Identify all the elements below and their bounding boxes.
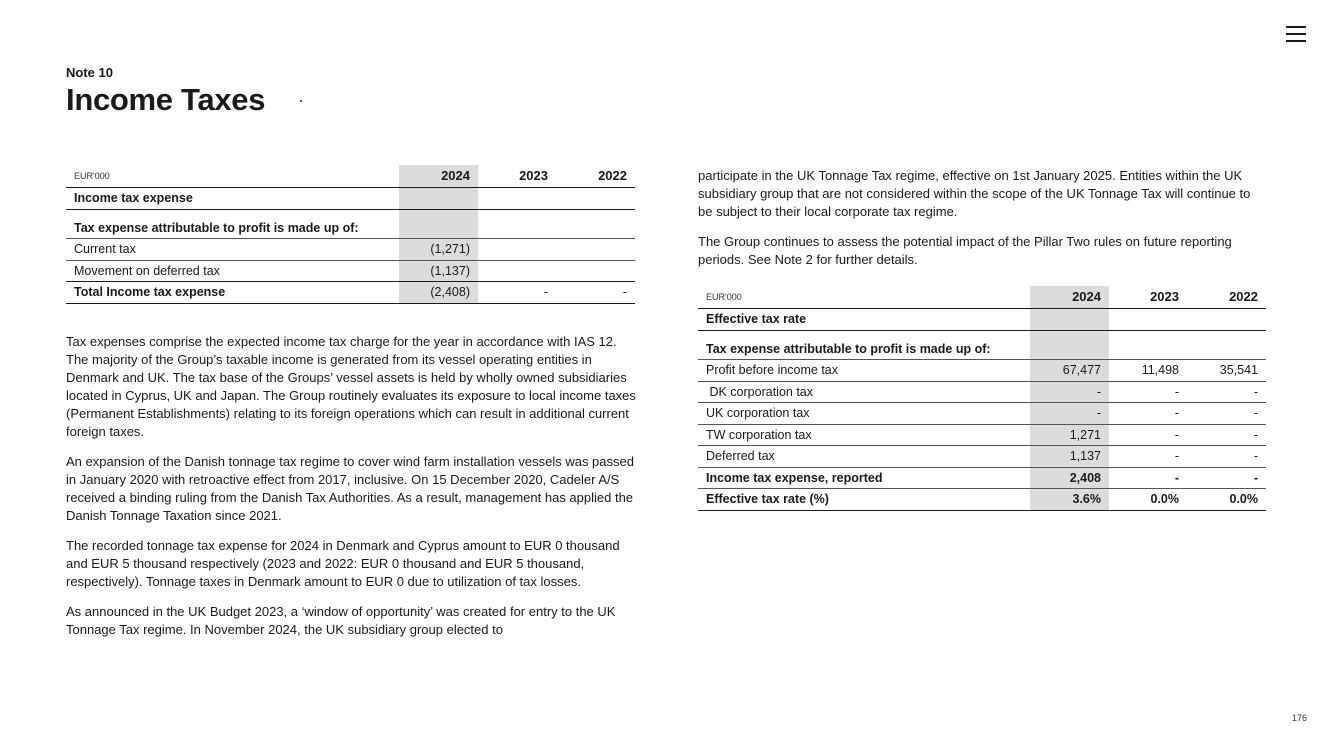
cell-2023 — [478, 239, 556, 261]
paragraph: An expansion of the Danish tonnage tax regime to cover wind farm installation vessels was passed in January 2020 with retroactive effect from 2017, inclusive. On 15 December 2020, Cadeler A/S received a binding ruling from the Danish Tax Authorities. As a result, management has applied the Danish Tonnage Taxation since 2021. — [66, 454, 634, 523]
cell-2022: - — [1187, 467, 1266, 489]
row-label: Effective tax rate (%) — [698, 489, 1030, 511]
table-row — [698, 339, 1266, 360]
cell-2024: (2,408) — [399, 282, 478, 304]
year-header: 2022 — [556, 165, 635, 188]
row-label: DK corporation tax — [698, 381, 1030, 403]
spacer-row — [66, 209, 635, 218]
table-header-row — [698, 286, 1266, 309]
cell-2023 — [1109, 339, 1187, 360]
cell-2024: (1,271) — [399, 239, 478, 261]
row-label: Effective tax rate — [698, 309, 1030, 331]
cell-2022: - — [556, 282, 635, 304]
cell-2024: - — [1030, 381, 1109, 403]
year-header: 2024 — [1030, 286, 1109, 309]
cell-2023 — [478, 218, 556, 239]
decorative-dot — [300, 100, 302, 102]
year-header: 2024 — [399, 165, 478, 188]
table-row — [698, 446, 1266, 468]
table-total-row — [66, 282, 635, 304]
row-label: UK corporation tax — [698, 403, 1030, 425]
paragraph: Tax expenses comprise the expected income tax charge for the year in accordance with IAS 12. The majority of the Group’s taxable income is generated from its vessel operating entities in Denmark and UK. The tax base of the Groups’ vessel assets is held by wholly owned subsidiaries located in Cyprus, UK and Japan. The Group routinely evaluates its exposure to local income taxes (Permanent Establishments) relating to its foreign operations which can result in additional current foreign taxes. — [66, 334, 636, 439]
row-label: Deferred tax — [698, 446, 1030, 468]
row-label: Current tax — [66, 239, 399, 261]
paragraph: The recorded tonnage tax expense for 2024 in Denmark and Cyprus amount to EUR 0 thousand and EUR 5 thousand respectively (2023 and 2022: EUR 0 thousand and EUR 5 thousand, respectively). Tonnage taxes in Denmark amount to EUR 0 due to utilization of tax losses. — [66, 538, 620, 589]
cell-2022 — [1187, 339, 1266, 360]
menu-icon[interactable] — [1286, 26, 1306, 44]
unit-label: EUR'000 — [66, 165, 399, 188]
cell-2023 — [1109, 309, 1187, 331]
cell-2022: - — [1187, 381, 1266, 403]
table-header-row — [66, 165, 635, 188]
paragraph: participate in the UK Tonnage Tax regime, effective on 1st January 2025. Entities within the UK subsidiary group that are not considered within the scope of the UK Tonnage Tax will continue to be subject to their local corporate tax regime. — [698, 168, 1251, 219]
paragraph: As announced in the UK Budget 2023, a ‘window of opportunity’ was created for entry to the UK Tonnage Tax regime. In November 2024, the UK subsidiary group elected to — [66, 604, 616, 637]
cell-2024: 3.6% — [1030, 489, 1109, 511]
cell-2023: 11,498 — [1109, 360, 1187, 382]
year-header: 2023 — [1109, 286, 1187, 309]
cell-2024 — [399, 188, 478, 210]
table-row — [66, 218, 635, 239]
row-label: Tax expense attributable to profit is made up of: — [698, 339, 1030, 360]
cell-2024 — [399, 218, 478, 239]
cell-2024: - — [1030, 403, 1109, 425]
cell-2023: - — [478, 282, 556, 304]
cell-2023 — [478, 188, 556, 210]
effective-tax-rate-table — [698, 286, 1266, 511]
right-text-column — [698, 167, 1268, 281]
table-row — [698, 381, 1266, 403]
table-row — [66, 239, 635, 261]
cell-2024: 1,137 — [1030, 446, 1109, 468]
cell-2022: - — [1187, 446, 1266, 468]
cell-2024: 1,271 — [1030, 424, 1109, 446]
spacer-row — [698, 330, 1266, 339]
note-label: Note 10 — [66, 65, 113, 80]
page-title: Income Taxes — [66, 82, 266, 117]
cell-2023: - — [1109, 424, 1187, 446]
row-label: TW corporation tax — [698, 424, 1030, 446]
cell-2023: - — [1109, 403, 1187, 425]
cell-2024 — [1030, 339, 1109, 360]
cell-2022 — [556, 218, 635, 239]
table-row — [698, 424, 1266, 446]
paragraph: The Group continues to assess the potential impact of the Pillar Two rules on future reporting periods. See Note 2 for further details. — [698, 234, 1232, 267]
cell-2024 — [1030, 309, 1109, 331]
cell-2022: - — [1187, 403, 1266, 425]
table-row — [698, 360, 1266, 382]
cell-2024: 2,408 — [1030, 467, 1109, 489]
table-total-row — [698, 489, 1266, 511]
page-number: 176 — [1292, 713, 1308, 723]
row-label: Total Income tax expense — [66, 282, 399, 304]
cell-2024: (1,137) — [399, 260, 478, 282]
row-label: Movement on deferred tax — [66, 260, 399, 282]
cell-2023: - — [1109, 381, 1187, 403]
table-row — [698, 467, 1266, 489]
table-row — [66, 260, 635, 282]
income-tax-expense-table — [66, 165, 635, 304]
cell-2023 — [478, 260, 556, 282]
unit-label: EUR'000 — [698, 286, 1030, 309]
cell-2022 — [556, 239, 635, 261]
cell-2024: 67,477 — [1030, 360, 1109, 382]
row-label: Profit before income tax — [698, 360, 1030, 382]
table-row — [698, 309, 1266, 331]
row-label: Income tax expense, reported — [698, 467, 1030, 489]
table-row — [698, 403, 1266, 425]
row-label: Tax expense attributable to profit is made up of: — [66, 218, 399, 239]
cell-2022 — [556, 188, 635, 210]
cell-2022 — [556, 260, 635, 282]
cell-2023: - — [1109, 467, 1187, 489]
row-label: Income tax expense — [66, 188, 399, 210]
cell-2022: - — [1187, 424, 1266, 446]
table-row — [66, 188, 635, 210]
year-header: 2022 — [1187, 286, 1266, 309]
cell-2022: 35,541 — [1187, 360, 1266, 382]
cell-2022 — [1187, 309, 1266, 331]
cell-2022: 0.0% — [1187, 489, 1266, 511]
year-header: 2023 — [478, 165, 556, 188]
left-text-column — [66, 333, 636, 651]
cell-2023: - — [1109, 446, 1187, 468]
cell-2023: 0.0% — [1109, 489, 1187, 511]
